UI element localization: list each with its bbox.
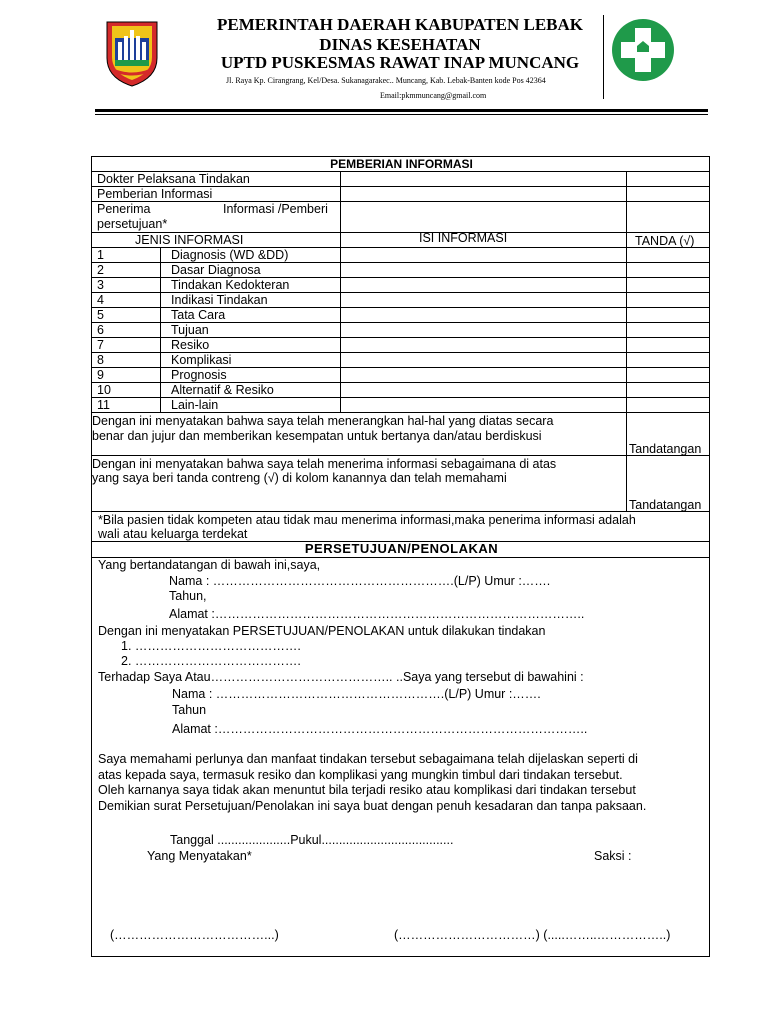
doctor-statement-line2: benar dan jujur dan memberikan kesempatan untuk bertanya dan/atau berdiskusi [92,429,542,443]
col-header-jenis: JENIS INFORMASI [135,233,244,247]
receiver-signature-label: Tandatangan [629,498,702,512]
item-number: 10 [97,383,111,397]
row-doctor: Dokter Pelaksana Tindakan [97,172,250,186]
item-number: 1 [97,248,104,262]
item-label: Tata Cara [171,308,226,322]
item-number: 6 [97,323,104,337]
procedure-option-2: 2. …………………………………. [121,654,301,668]
item-number: 2 [97,263,104,277]
informed-consent-form [91,156,710,957]
item-number: 3 [97,278,104,292]
puskesmas-cross-logo [611,18,675,82]
lebak-regency-logo [103,16,161,88]
guardian-note-line1: *Bila pasien tidak kompeten atau tidak mau menerima informasi,maka penerima informasi adalah [98,513,636,527]
row-divider [92,511,709,512]
item-label: Tujuan [171,323,209,337]
item-label: Diagnosis (WD &DD) [171,248,289,262]
item-number: 5 [97,308,104,322]
header-government: PEMERINTAH DAERAH KABUPATEN LEBAK [217,15,583,34]
item-number: 9 [97,368,104,382]
declarant-signature-line: (………………………………...) [110,928,279,942]
item-label: Komplikasi [171,353,232,367]
receiver-statement-line1: Dengan ini menyatakan bahwa saya telah menerima informasi sebagaimana di atas [92,457,557,471]
guardian-note-line2: wali atau keluarga terdekat [98,527,248,541]
header-rule-thick [95,109,708,112]
consent-paragraph-line2: atas kepada saya, termasuk resiko dan komplikasi yang mungkin timbul dari tindakan tersebut. [98,768,623,782]
patient-address-field: Alamat :…………………………………………………………………………….. [169,607,585,621]
col-divider [160,247,161,412]
row-receiver-b: Informasi /Pemberi [223,202,328,216]
item-label: Indikasi Tindakan [171,293,268,307]
patient-year-field: Tahun, [169,589,207,603]
item-number: 11 [97,398,110,412]
row-provider: Pemberian Informasi [97,187,213,201]
header-divider-vertical [603,15,604,99]
item-label: Resiko [171,338,210,352]
header-rule-thin [95,114,708,115]
col-header-isi: ISI INFORMASI [419,231,508,245]
patient-name-field: Nama : ………………………………………………….(L/P) Umur :……. [169,574,551,588]
row-divider [92,201,709,202]
declarant-label: Yang Menyatakan* [147,849,252,863]
item-number: 8 [97,353,104,367]
section-title-consent: PERSETUJUAN/PENOLAKAN [304,541,499,556]
item-number: 4 [97,293,104,307]
subject-year-field: Tahun [172,703,207,717]
item-label: Tindakan Kedokteran [171,278,290,292]
item-label: Lain-lain [171,398,219,412]
row-divider [92,455,709,456]
item-label: Dasar Diagnosa [171,263,261,277]
witness-signature-lines: (……………………………) (.....……..……………..) [394,928,671,942]
col-divider [340,171,341,412]
item-number: 7 [97,338,104,352]
item-label: Alternatif & Resiko [171,383,274,397]
row-receiver-c: persetujuan* [97,217,168,231]
doctor-signature-label: Tandatangan [629,442,702,456]
consent-terhadap: Terhadap Saya Atau…………………………………….. ..Saya yang tersebut di bawahini : [98,670,584,684]
doctor-statement-line1: Dengan ini menyatakan bahwa saya telah menerangkan hal-hal yang diatas secara [92,414,554,428]
col-divider [626,171,627,511]
section-title-information: PEMBERIAN INFORMASI [330,157,473,171]
receiver-statement-line2: yang saya beri tanda contreng (√) di kolom kanannya dan telah memahami [92,471,507,485]
header-email: Email:pkmmuncang@gmail.com [380,91,487,100]
subject-name-field: Nama : ……………………………………………….(L/P) Umur :……. [172,687,541,701]
consent-paragraph-line4: Demikian surat Persetujuan/Penolakan ini saya buat dengan penuh kesadaran dan tanpa paksaan. [98,799,647,813]
header-department: DINAS KESEHATAN [319,35,481,54]
consent-paragraph-line3: Oleh karnanya saya tidak akan menuntut bila terjadi resiko atau komplikasi dari tindakan tersebut [98,783,636,797]
header-address: Jl. Raya Kp. Cirangrang, Kel/Desa. Sukanagarakec.. Muncang, Kab. Lebak-Banten kode Pos 42364 [226,76,546,85]
consent-statement: Dengan ini menyatakan PERSETUJUAN/PENOLAKAN untuk dilakukan tindakan [98,624,546,638]
consent-paragraph-line1: Saya memahami perlunya dan manfaat tindakan tersebut sebagaimana telah dijelaskan seperti di [98,752,638,766]
consent-intro: Yang bertandatangan di bawah ini,saya, [98,558,321,572]
row-divider [92,412,709,413]
row-receiver-a: Penerima [97,202,151,216]
date-time-field: Tanggal .....................Pukul...................................... [170,833,454,847]
witness-label: Saksi : [594,849,632,863]
procedure-option-1: 1. …………………………………. [121,639,301,653]
col-header-tanda: TANDA (√) [635,234,695,248]
subject-address-field: Alamat :…………………………………………………………………………….. [172,722,588,736]
item-label: Prognosis [171,368,227,382]
header-puskesmas: UPTD PUSKESMAS RAWAT INAP MUNCANG [220,53,580,72]
